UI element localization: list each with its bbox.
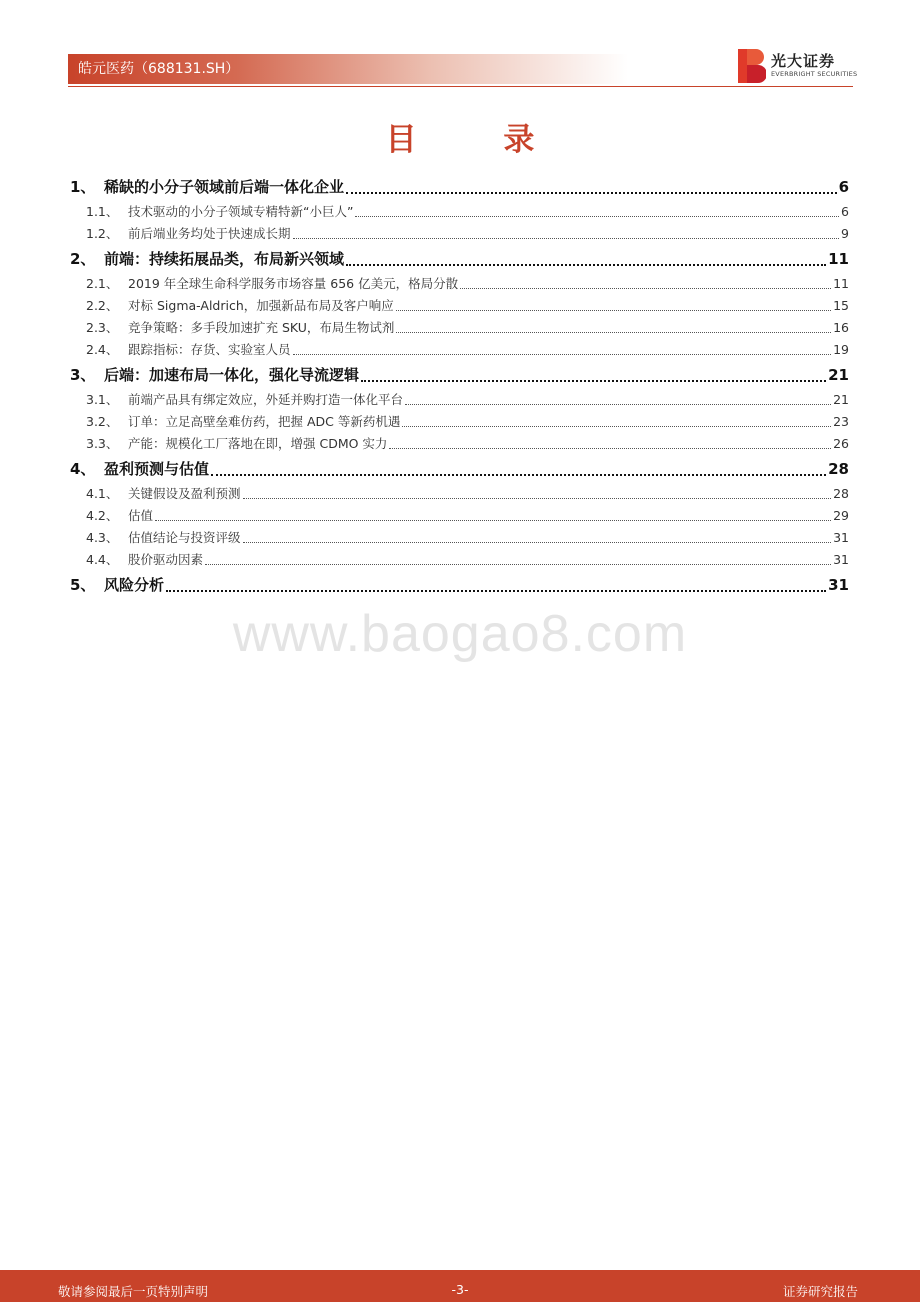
toc-entry-title: 订单：立足高壁垒难仿药，把握 ADC 等新药机遇 bbox=[128, 414, 401, 429]
toc-entry-page: 11 bbox=[828, 250, 849, 268]
header-title: 皓元医药（688131.SH） bbox=[78, 61, 240, 77]
toc-entry-title: 估值结论与投资评级 bbox=[128, 530, 241, 545]
toc-entry-section[interactable] bbox=[68, 274, 849, 294]
toc-entry-title: 稀缺的小分子领域前后端一体化企业 bbox=[104, 178, 345, 196]
toc-dot-leader bbox=[155, 520, 831, 521]
toc-entry-number: 1、 bbox=[70, 178, 96, 196]
toc-dot-leader bbox=[460, 288, 831, 289]
toc-entry-page: 21 bbox=[833, 392, 849, 407]
toc-entry-title: 前端：持续拓展品类，布局新兴领域 bbox=[104, 250, 345, 268]
toc-entry-page: 16 bbox=[833, 320, 849, 335]
toc-dot-leader bbox=[346, 192, 837, 194]
toc-entry-number: 3.3、 bbox=[86, 436, 119, 451]
logo-name-en: EVERBRIGHT SECURITIES bbox=[771, 70, 858, 78]
toc-dot-leader bbox=[361, 380, 826, 382]
toc-entry-title: 跟踪指标：存货、实验室人员 bbox=[128, 342, 291, 357]
toc-entry-number: 4.1、 bbox=[86, 486, 119, 501]
toc-entry-section[interactable] bbox=[68, 550, 849, 570]
toc-entry-title: 产能：规模化工厂落地在即，增强 CDMO 实力 bbox=[128, 436, 388, 451]
toc-entry-number: 4.2、 bbox=[86, 508, 119, 523]
toc-entry-number: 4、 bbox=[70, 460, 96, 478]
toc-entry-section[interactable] bbox=[68, 506, 849, 526]
toc-entry-number: 2.4、 bbox=[86, 342, 119, 357]
toc-entry-section[interactable] bbox=[68, 412, 849, 432]
toc-title: 目 录 bbox=[385, 122, 573, 158]
toc-dot-leader bbox=[389, 448, 831, 449]
toc-entry-chapter[interactable] bbox=[68, 364, 849, 388]
footer-disclaimer: 敬请参阅最后一页特别声明 bbox=[58, 1284, 209, 1299]
toc-entry-page: 26 bbox=[833, 436, 849, 451]
toc-dot-leader bbox=[211, 474, 826, 476]
toc-entry-section[interactable] bbox=[68, 484, 849, 504]
toc-entry-section[interactable] bbox=[68, 202, 849, 222]
toc-entry-section[interactable] bbox=[68, 434, 849, 454]
toc-entry-number: 2、 bbox=[70, 250, 96, 268]
footer-report-type: 证券研究报告 bbox=[782, 1284, 858, 1299]
toc-entry-page: 31 bbox=[833, 552, 849, 567]
toc-entry-number: 2.2、 bbox=[86, 298, 119, 313]
toc-entry-title: 后端：加速布局一体化，强化导流逻辑 bbox=[104, 366, 360, 384]
toc-entry-title: 盈利预测与估值 bbox=[104, 460, 210, 478]
toc-entry-page: 28 bbox=[828, 460, 849, 478]
toc-entry-page: 21 bbox=[828, 366, 849, 384]
toc-dot-leader bbox=[355, 216, 839, 217]
toc-entry-section[interactable] bbox=[68, 224, 849, 244]
toc-dot-leader bbox=[396, 332, 831, 333]
toc-entry-page: 9 bbox=[841, 226, 849, 241]
toc-dot-leader bbox=[346, 264, 826, 266]
toc-entry-number: 5、 bbox=[70, 576, 96, 594]
toc-entry-page: 31 bbox=[833, 530, 849, 545]
toc-entry-title: 竞争策略：多手段加速扩充 SKU，布局生物试剂 bbox=[128, 320, 395, 335]
toc-entry-title: 技术驱动的小分子领域专精特新“小巨人” bbox=[128, 204, 354, 219]
toc-entry-chapter[interactable] bbox=[68, 248, 849, 272]
toc-entry-chapter[interactable] bbox=[68, 176, 849, 200]
toc-entry-title: 估值 bbox=[128, 508, 154, 523]
toc-entry-section[interactable] bbox=[68, 340, 849, 360]
toc-dot-leader bbox=[205, 564, 831, 565]
toc-entry-page: 19 bbox=[833, 342, 849, 357]
toc-entry-page: 6 bbox=[841, 204, 849, 219]
toc-entry-number: 1.2、 bbox=[86, 226, 119, 241]
company-logo bbox=[736, 48, 856, 84]
page-number: -3- bbox=[451, 1282, 469, 1297]
toc-entry-section[interactable] bbox=[68, 390, 849, 410]
toc-entry-page: 6 bbox=[838, 178, 849, 196]
logo-name-cn: 光大证券 bbox=[771, 52, 836, 70]
toc-dot-leader bbox=[396, 310, 831, 311]
watermark: www.baogao8.com bbox=[232, 605, 688, 663]
toc-entry-title: 前后端业务均处于快速成长期 bbox=[128, 226, 291, 241]
toc-entry-title: 关键假设及盈利预测 bbox=[128, 486, 241, 501]
toc-dot-leader bbox=[402, 426, 831, 427]
toc-entry-number: 1.1、 bbox=[86, 204, 119, 219]
header-divider bbox=[68, 86, 853, 87]
toc-entry-number: 3.2、 bbox=[86, 414, 119, 429]
toc-dot-leader bbox=[293, 238, 840, 239]
toc-dot-leader bbox=[166, 590, 826, 592]
toc-entry-number: 4.4、 bbox=[86, 552, 119, 567]
toc-entry-title: 风险分析 bbox=[104, 576, 165, 594]
toc-entry-title: 股价驱动因素 bbox=[128, 552, 204, 567]
toc-entry-page: 31 bbox=[828, 576, 849, 594]
toc-entry-chapter[interactable] bbox=[68, 458, 849, 482]
toc-entry-page: 11 bbox=[833, 276, 849, 291]
toc-entry-number: 3.1、 bbox=[86, 392, 119, 407]
toc-dot-leader bbox=[405, 404, 831, 405]
toc-dot-leader bbox=[243, 498, 832, 499]
toc-dot-leader bbox=[293, 354, 832, 355]
toc-entry-section[interactable] bbox=[68, 318, 849, 338]
toc-entry-number: 2.3、 bbox=[86, 320, 119, 335]
toc-entry-title: 前端产品具有绑定效应，外延并购打造一体化平台 bbox=[128, 392, 404, 407]
toc-entry-number: 3、 bbox=[70, 366, 96, 384]
toc-entry-section[interactable] bbox=[68, 296, 849, 316]
toc-entry-title: 对标 Sigma-Aldrich，加强新品布局及客户响应 bbox=[128, 298, 394, 313]
toc-entry-number: 2.1、 bbox=[86, 276, 119, 291]
toc-entry-title: 2019 年全球生命科学服务市场容量 656 亿美元，格局分散 bbox=[128, 276, 459, 291]
toc-entry-page: 28 bbox=[833, 486, 849, 501]
toc-entry-section[interactable] bbox=[68, 528, 849, 548]
toc-entry-number: 4.3、 bbox=[86, 530, 119, 545]
toc-entry-chapter[interactable] bbox=[68, 574, 849, 598]
toc-dot-leader bbox=[243, 542, 832, 543]
toc-entry-page: 29 bbox=[833, 508, 849, 523]
toc-entry-page: 15 bbox=[833, 298, 849, 313]
toc-entry-page: 23 bbox=[833, 414, 849, 429]
everbright-logo-icon bbox=[736, 48, 766, 84]
